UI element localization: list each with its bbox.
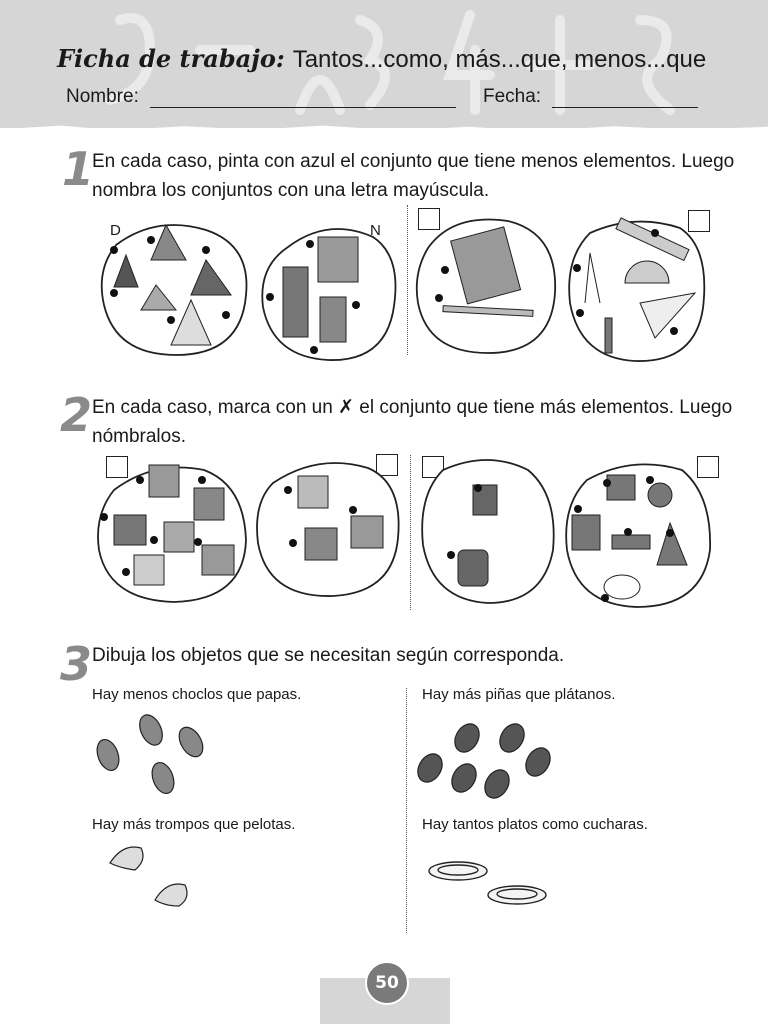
exercise-2-number: 2	[60, 388, 93, 442]
corn-icon	[93, 711, 208, 796]
plate-icon	[429, 862, 546, 904]
name-label: Nombre:	[66, 86, 139, 107]
corn-group	[86, 710, 216, 802]
set-mugs-many	[94, 460, 252, 605]
page-number: 50	[365, 961, 409, 1005]
date-label: Fecha:	[483, 86, 542, 107]
name-field[interactable]	[150, 89, 456, 108]
prompt-plates-spoons: Hay tantos platos como cucharas.	[422, 816, 648, 833]
top-group	[105, 838, 195, 910]
set-notebook	[413, 213, 560, 358]
set-letter-d: D	[110, 222, 121, 239]
pineapple-icon	[413, 720, 555, 803]
exercise-3-divider	[406, 688, 407, 933]
prompt-corn-potatoes: Hay menos choclos que papas.	[92, 686, 302, 703]
exercise-1-instruction: En cada caso, pinta con azul el conjunto que tiene menos elementos. Luego nombra los conjuntos con una letra mayúscula.	[92, 151, 735, 201]
exercise-2-divider	[410, 455, 411, 610]
date-field[interactable]	[552, 89, 698, 108]
set-geometry-tools	[565, 213, 710, 365]
worksheet-label: Ficha de trabajo:	[57, 44, 285, 73]
set-pyramids	[96, 215, 256, 360]
date-row	[483, 86, 698, 108]
exercise-1-number: 1	[62, 142, 95, 196]
exercise-3-number: 3	[60, 637, 93, 691]
name-row	[66, 86, 456, 108]
plate-group	[428, 855, 553, 910]
worksheet-title	[57, 44, 706, 74]
set-letter-n: N	[370, 222, 381, 239]
exercise-2-instruction: En cada caso, marca con un ✗ el conjunto que tiene más elementos. Luego nómbralos.	[92, 397, 733, 447]
spinning-top-icon	[110, 847, 187, 906]
set-keychains	[418, 455, 558, 605]
set-mugs-few	[253, 458, 403, 598]
set-candles	[258, 222, 400, 362]
exercise-1-divider	[407, 205, 408, 355]
worksheet-topic: Tantos...como, más...que, menos...que	[292, 46, 707, 73]
set-crafts	[562, 455, 714, 610]
prompt-pineapples-bananas: Hay más piñas que plátanos.	[422, 686, 616, 703]
prompt-tops-balls: Hay más trompos que pelotas.	[92, 816, 296, 833]
exercise-3-instruction: Dibuja los objetos que se necesitan según corresponda.	[92, 645, 565, 666]
pineapple-group	[412, 710, 562, 805]
